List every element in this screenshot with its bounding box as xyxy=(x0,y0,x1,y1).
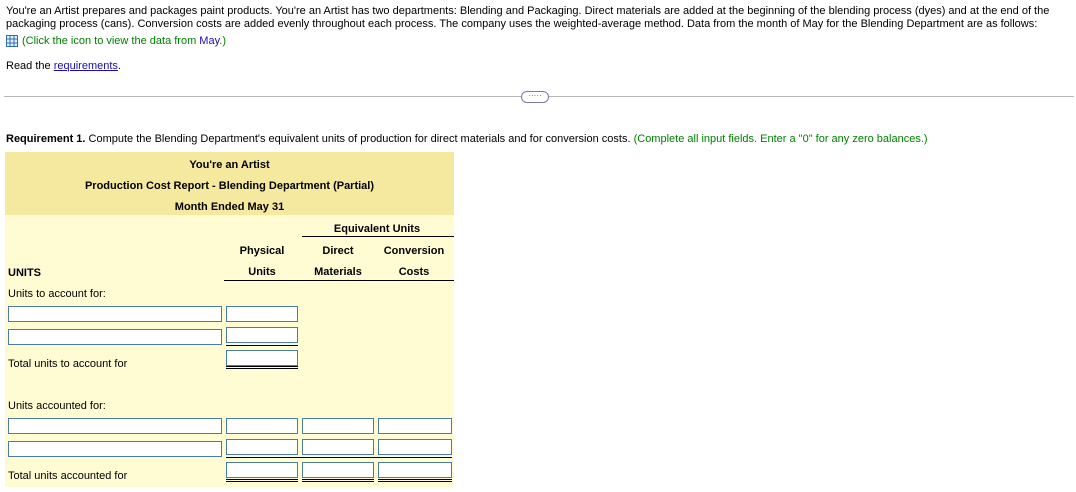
col-direct-materials-2: Materials xyxy=(314,266,362,278)
account-for-physical-input-1[interactable] xyxy=(226,306,298,322)
report-title: Production Cost Report - Blending Department (Partial) xyxy=(84,180,375,192)
total-accounted-physical-double-rule xyxy=(226,479,298,482)
accounted-subtotal-rule xyxy=(226,457,452,458)
report-body xyxy=(5,215,454,487)
col-physical-2: Units xyxy=(248,266,276,278)
table-grid-icon[interactable] xyxy=(6,35,18,47)
data-link-row[interactable] xyxy=(6,35,226,47)
expand-more-button[interactable]: ····· xyxy=(521,91,549,103)
equivalent-units-header: Equivalent Units xyxy=(333,223,421,235)
accounted-dm-input-2[interactable] xyxy=(302,439,374,455)
account-for-physical-input-2[interactable] xyxy=(226,327,298,343)
requirement-1-text: Requirement 1. Compute the Blending Department's equivalent units of production for direct materials and for conversion costs. (Complete all input fields. Enter a "0" for any zero balances.) xyxy=(6,133,928,145)
total-to-account-physical-input[interactable] xyxy=(226,350,298,366)
accounted-cc-input-2[interactable] xyxy=(378,439,452,455)
total-accounted-cc-input[interactable] xyxy=(378,462,452,478)
total-units-accounted-label: Total units accounted for xyxy=(8,470,128,482)
account-for-label-input-1[interactable] xyxy=(8,306,222,322)
requirements-link[interactable]: requirements xyxy=(53,60,118,72)
units-accounted-for-label: Units accounted for: xyxy=(8,400,106,412)
accounted-dm-input-1[interactable] xyxy=(302,418,374,434)
account-for-label-input-2[interactable] xyxy=(8,329,222,345)
accounted-cc-input-1[interactable] xyxy=(378,418,452,434)
col-physical-1: Physical xyxy=(239,245,285,257)
col-direct-materials-1: Direct xyxy=(322,245,354,257)
accounted-label-input-1[interactable] xyxy=(8,418,222,434)
units-label: UNITS xyxy=(8,267,41,279)
report-period: Month Ended May 31 xyxy=(174,201,285,213)
total-accounted-cc-double-rule xyxy=(378,479,452,482)
report-header xyxy=(5,152,454,215)
total-accounted-dm-input[interactable] xyxy=(302,462,374,478)
accounted-label-input-2[interactable] xyxy=(8,441,222,457)
col-conversion-2: Costs xyxy=(398,266,430,278)
units-to-account-for-label: Units to account for: xyxy=(8,288,106,300)
column-header-rule xyxy=(224,280,454,281)
read-requirements: Read the requirements. xyxy=(6,60,121,72)
equivalent-units-rule xyxy=(302,236,454,237)
data-link-text[interactable]: (Click the icon to view the data from May.) xyxy=(22,35,226,47)
total-units-to-account-label: Total units to account for xyxy=(8,358,128,370)
problem-description: You're an Artist prepares and packages paint products. You're an Artist has two departments: Blending and Packaging. Direct materials are added at the beginning of the blending process (dyes) and at the end of the packaging process (cans). Conversion costs are added evenly throughout each process. The company uses the weighted-average method. Data from the month of May for the Blending Department are as follows: xyxy=(6,5,1050,30)
col-conversion-1: Conversion xyxy=(383,245,445,257)
company-name: You're an Artist xyxy=(189,159,270,171)
total-double-rule xyxy=(226,366,298,369)
total-accounted-dm-double-rule xyxy=(302,479,374,482)
total-accounted-physical-input[interactable] xyxy=(226,462,298,478)
accounted-physical-input-1[interactable] xyxy=(226,418,298,434)
accounted-physical-input-2[interactable] xyxy=(226,439,298,455)
subtotal-rule xyxy=(226,345,298,346)
